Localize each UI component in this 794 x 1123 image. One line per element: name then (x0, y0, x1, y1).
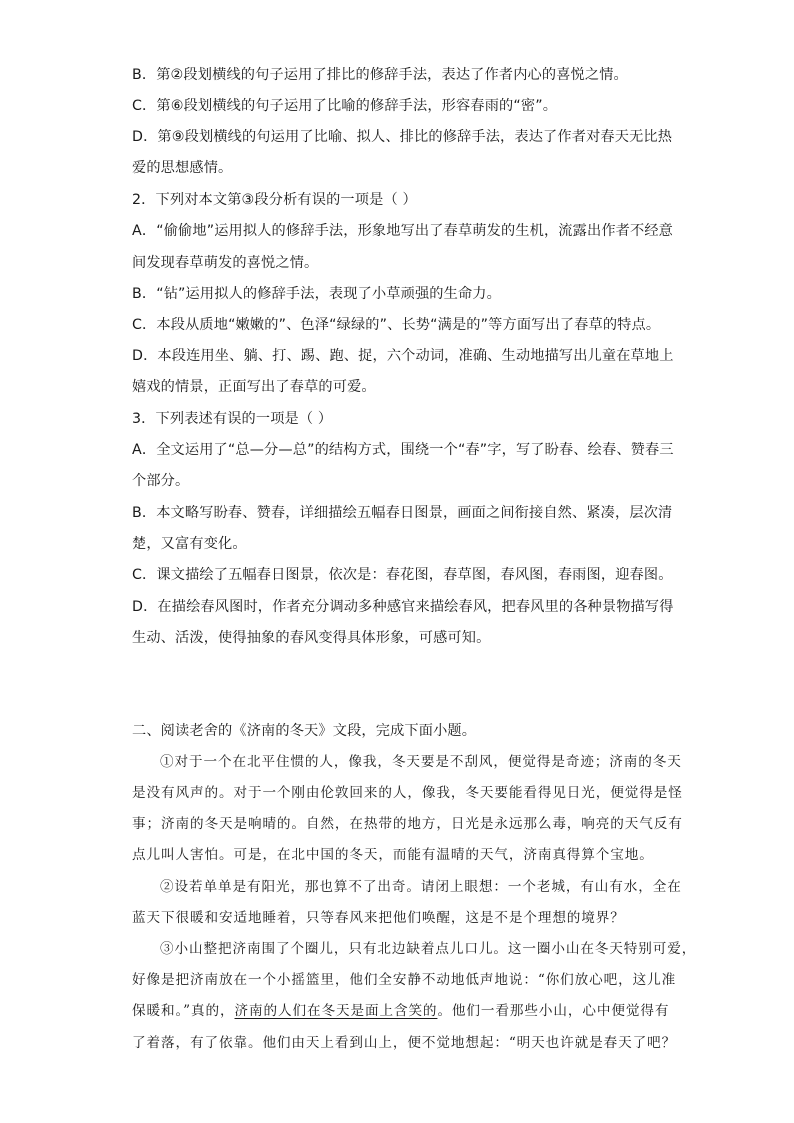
q1-option-c: C．第⑥段划横线的句子运用了比喻的修辞手法，形容春雨的“密”。 (132, 98, 558, 114)
q2-option-a-line2: 间发现春草萌发的喜悦之情。 (132, 255, 319, 271)
q3-option-c: C．课文描绘了五幅春日图景，依次是：春花图，春草图，春风图，春雨图，迎春图。 (132, 567, 673, 583)
passage-p3-line3 (132, 1001, 669, 1021)
passage-p3-line3-end: 。他们一看那些小山，心中便觉得有 (437, 1003, 670, 1019)
passage-p3-line1: ③小山整把济南围了个圈儿，只有北边缺着点儿口儿。这一圈小山在冬天特别可爱， (160, 941, 697, 957)
q3-option-a-line1: A．全文运用了“总—分—总”的结构方式，围绕一个“春”字，写了盼春、绘春、赞春三 (132, 442, 674, 458)
q1-option-d-line1: D．第⑨段划横线的句运用了比喻、拟人、排比的修辞手法，表达了作者对春天无比热 (132, 129, 673, 145)
passage-p1-line1: ①对于一个在北平住惯的人，像我，冬天要是不刮风，便觉得是奇迹；济南的冬天 (160, 754, 682, 770)
underlined-sentence: 济南的人们在冬天是面上含笑的 (234, 1003, 438, 1019)
q2-option-b: B．“钻”运用拟人的修辞手法，表现了小草顽强的生命力。 (132, 286, 501, 302)
q3-option-d-line2: 生动、活泼，使得抽象的春风变得具体形象，可感可知。 (132, 630, 491, 646)
passage-p2-line1: ②设若单单是有阳光，那也算不了出奇。请闭上眼想：一个老城，有山有水，全在 (160, 879, 682, 895)
q3-option-b-line1: B．本文略写盼春、赞春，详细描绘五幅春日图景，画面之间衔接自然、紧凑，层次清 (132, 505, 673, 521)
q2-option-d-line2: 嬉戏的情景，正面写出了春草的可爱。 (132, 379, 376, 395)
q3-stem: 3．下列表述有误的一项是（ ） (132, 411, 333, 427)
passage-p1-line2: 是没有风声的。对于一个刚由伦敦回来的人，像我，冬天要能看得见日光，便觉得是怪 (132, 785, 683, 801)
q2-option-d-line1: D．本段连用坐、躺、打、踢、跑、捉，六个动词，准确、生动地描写出儿童在草地上 (132, 348, 674, 364)
q3-option-d-line1: D．在描绘春风图时，作者充分调动多种感官来描绘春风，把春风里的各种景物描写得 (132, 599, 674, 615)
passage-p2-line2: 蓝天下很暖和安适地睡着，只等春风来把他们唤醒，这是不是个理想的境界？ (132, 910, 625, 926)
passage-p1-line3: 事；济南的冬天是响晴的。自然，在热带的地方，日光是永远那么毒，响亮的天气反有 (132, 816, 683, 832)
q1-option-d-line2: 爱的思想感情。 (132, 160, 233, 176)
q2-stem: 2．下列对本文第③段分析有误的一项是（ ） (132, 192, 417, 208)
passage-p3-line4: 了着落，有了依靠。他们由天上看到山上，便不觉地想起：“明天也许就是春天了吧？ (132, 1035, 677, 1051)
q2-option-a-line1: A．“偷偷地”运用拟人的修辞手法，形象地写出了春草萌发的生机，流露出作者不经意 (132, 223, 674, 239)
q3-option-a-line2: 个部分。 (132, 473, 190, 489)
passage-p3-line2: 好像是把济南放在一个小摇篮里，他们全安静不动地低声地说：“你们放心吧，这儿准 (132, 972, 677, 988)
passage-p1-line4: 点儿叫人害怕。可是，在北中国的冬天，而能有温晴的天气，济南真得算个宝地。 (132, 847, 654, 863)
q2-option-c: C．本段从质地“嫩嫩的”、色泽“绿绿的”、长势“满是的”等方面写出了春草的特点。 (132, 317, 661, 333)
q1-option-b: B．第②段划横线的句子运用了排比的修辞手法，表达了作者内心的喜悦之情。 (132, 67, 628, 83)
section2-heading: 二、阅读老舍的《济南的冬天》文段，完成下面小题。 (132, 723, 477, 739)
passage-p3-line3-start: 保暖和。”真的， (132, 1003, 235, 1019)
q3-option-b-line2: 楚，又富有变化。 (132, 536, 247, 552)
